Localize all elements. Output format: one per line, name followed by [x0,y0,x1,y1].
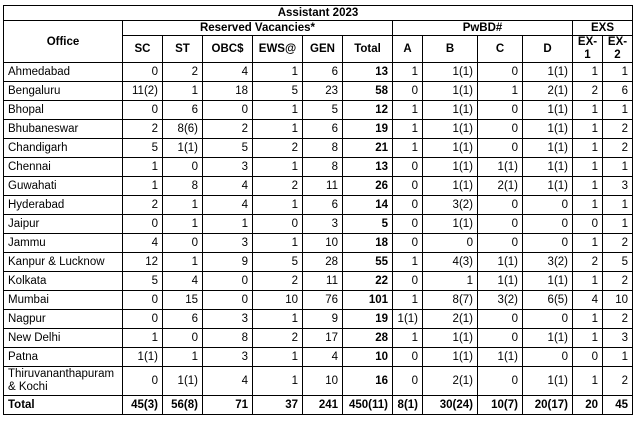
row-total-cell: 101 [343,291,393,310]
table-cell: 5 [123,139,163,158]
table-cell: 1(1) [423,158,478,177]
table-cell: 3 [203,348,253,367]
table-cell: 10 [603,291,633,310]
table-cell: 1 [253,101,303,120]
table-cell: 0 [123,367,163,396]
table-cell: 76 [303,291,343,310]
total-cell: 45 [603,396,633,415]
column-header: SC [123,36,163,63]
table-cell: 2 [573,253,603,272]
table-cell: 2 [253,139,303,158]
total-cell: 30(24) [423,396,478,415]
column-header: EX-2 [603,36,633,63]
office-name: Kanpur & Lucknow [4,253,123,272]
table-cell: 2 [253,329,303,348]
table-cell: 0 [123,63,163,82]
table-cell: 1 [253,158,303,177]
table-cell: 5 [253,253,303,272]
table-cell: 5 [203,139,253,158]
table-cell: 1 [253,120,303,139]
table-cell: 6 [303,196,343,215]
total-cell: 8(1) [393,396,423,415]
table-cell: 1(1) [523,177,573,196]
table-cell: 1 [163,196,203,215]
office-name: Thiruvananthapuram & Kochi [4,367,123,396]
table-row [4,367,633,396]
table-cell: 1 [393,120,423,139]
table-cell: 17 [303,329,343,348]
table-cell: 2 [203,120,253,139]
table-cell: 1 [603,196,633,215]
table-cell: 12 [123,253,163,272]
table-row [4,215,633,234]
total-cell: 37 [253,396,303,415]
table-cell: 5 [603,253,633,272]
table-cell: 1 [123,329,163,348]
table-cell: 0 [478,215,523,234]
table-cell: 0 [478,120,523,139]
table-cell: 11 [303,177,343,196]
table-cell: 1 [573,367,603,396]
table-cell: 1 [573,158,603,177]
table-row [4,253,633,272]
vacancy-table [3,5,633,415]
office-name: Chandigarh [4,139,123,158]
table-cell: 2 [573,82,603,101]
table-cell: 0 [478,63,523,82]
table-cell: 0 [423,234,478,253]
table-cell: 1(1) [478,253,523,272]
total-cell: 20(17) [523,396,573,415]
table-cell: 3 [203,234,253,253]
column-header: OBC$ [203,36,253,63]
table-cell: 1 [573,177,603,196]
office-name: Patna [4,348,123,367]
table-cell: 0 [203,291,253,310]
table-cell: 4 [163,272,203,291]
table-cell: 0 [478,234,523,253]
office-name: Ahmedabad [4,63,123,82]
table-cell: 1(1) [478,348,523,367]
table-cell: 6 [303,63,343,82]
table-cell: 0 [523,310,573,329]
office-name: Bhubaneswar [4,120,123,139]
office-name: Bengaluru [4,82,123,101]
row-total-cell: 22 [343,272,393,291]
table-cell: 4 [573,291,603,310]
table-cell: 1(1) [423,139,478,158]
table-cell: 0 [203,101,253,120]
table-cell: 1(1) [523,63,573,82]
table-cell: 1 [603,101,633,120]
table-cell: 1 [603,215,633,234]
column-header: D [523,36,573,63]
table-cell: 2 [123,120,163,139]
table-cell: 0 [203,272,253,291]
total-label: Total [4,396,123,415]
table-cell: 2 [603,234,633,253]
table-cell: 1 [253,63,303,82]
table-cell: 2(1) [423,367,478,396]
column-header: EX-1 [573,36,603,63]
table-cell: 0 [123,215,163,234]
table-cell: 1 [573,310,603,329]
office-name: New Delhi [4,329,123,348]
table-cell: 1(1) [523,367,573,396]
row-total-cell: 5 [343,215,393,234]
column-header: GEN [303,36,343,63]
table-cell: 1(1) [523,158,573,177]
table-cell: 1(1) [523,120,573,139]
table-cell: 1(1) [423,82,478,101]
table-cell: 1(1) [423,101,478,120]
column-header: EWS@ [253,36,303,63]
table-row [4,158,633,177]
total-cell: 241 [303,396,343,415]
table-cell: 1 [253,310,303,329]
table-cell: 1 [573,101,603,120]
table-cell: 8 [203,329,253,348]
table-row [4,234,633,253]
table-cell: 1(1) [163,367,203,396]
table-cell: 2 [163,63,203,82]
office-header: Office [4,21,123,63]
table-cell: 1(1) [423,63,478,82]
table-cell: 4 [203,367,253,396]
table-cell: 0 [393,348,423,367]
table-cell: 1 [393,329,423,348]
table-cell: 5 [303,101,343,120]
table-body [4,63,633,415]
table-cell: 8 [303,139,343,158]
table-cell: 0 [523,215,573,234]
table-cell: 0 [478,329,523,348]
table-cell: 0 [393,82,423,101]
table-cell: 0 [478,101,523,120]
table-cell: 0 [393,215,423,234]
row-total-cell: 12 [343,101,393,120]
table-cell: 1 [253,348,303,367]
table-cell: 1 [393,63,423,82]
table-row [4,329,633,348]
table-cell: 1 [253,234,303,253]
table-cell: 0 [163,329,203,348]
table-cell: 1 [573,272,603,291]
table-cell: 8(7) [423,291,478,310]
table-cell: 4 [203,63,253,82]
office-name: Jammu [4,234,123,253]
table-cell: 11 [303,272,343,291]
table-cell: 1(1) [523,101,573,120]
table-cell: 2 [603,310,633,329]
table-cell: 0 [393,158,423,177]
table-cell: 1(1) [523,139,573,158]
office-name: Mumbai [4,291,123,310]
table-cell: 8 [303,158,343,177]
table-cell: 1 [163,253,203,272]
table-cell: 6(5) [523,291,573,310]
table-cell: 10 [253,291,303,310]
table-cell: 2(1) [523,82,573,101]
table-cell: 0 [123,310,163,329]
total-cell: 20 [573,396,603,415]
table-cell: 1 [573,139,603,158]
table-cell: 6 [163,101,203,120]
table-cell: 2 [603,139,633,158]
row-total-cell: 55 [343,253,393,272]
table-cell: 1(1) [423,329,478,348]
table-row [4,120,633,139]
table-cell: 4 [203,196,253,215]
table-row [4,196,633,215]
table-cell: 0 [478,310,523,329]
table-row [4,272,633,291]
table-cell: 1 [123,177,163,196]
table-cell: 9 [203,253,253,272]
table-cell: 3(2) [523,253,573,272]
total-cell: 450(11) [343,396,393,415]
table-cell: 0 [573,348,603,367]
table-cell: 6 [603,82,633,101]
table-cell: 1(1) [423,215,478,234]
table-cell: 1 [573,234,603,253]
table-cell: 1(1) [423,177,478,196]
row-total-cell: 13 [343,63,393,82]
table-cell: 1 [393,139,423,158]
table-cell: 6 [303,120,343,139]
table-row [4,348,633,367]
table-cell: 2 [253,177,303,196]
table-cell: 0 [393,272,423,291]
table-cell: 0 [478,139,523,158]
table-cell: 1(1) [523,272,573,291]
total-row [4,396,633,415]
table-cell: 2 [603,367,633,396]
table-cell: 8 [163,177,203,196]
table-cell: 1(1) [478,272,523,291]
table-cell: 1(1) [123,348,163,367]
table-cell: 1(1) [423,120,478,139]
column-header: C [478,36,523,63]
row-total-cell: 58 [343,82,393,101]
table-cell: 3(2) [478,291,523,310]
table-cell: 0 [478,196,523,215]
column-header: ST [163,36,203,63]
table-cell: 1(1) [478,158,523,177]
exs-header: EXS [573,21,633,36]
table-cell: 1 [478,82,523,101]
table-cell: 2 [603,120,633,139]
table-cell: 1 [393,101,423,120]
table-cell: 1 [573,196,603,215]
office-name: Nagpur [4,310,123,329]
table-cell: 28 [303,253,343,272]
table-cell: 1 [603,63,633,82]
table-cell: 1(1) [423,348,478,367]
table-row [4,291,633,310]
table-cell: 1 [393,253,423,272]
total-cell: 10(7) [478,396,523,415]
table-cell: 1(1) [393,310,423,329]
table-cell: 11(2) [123,82,163,101]
table-cell: 1 [123,158,163,177]
table-cell: 1 [573,63,603,82]
table-cell: 0 [163,234,203,253]
table-cell: 0 [123,291,163,310]
table-cell: 0 [573,215,603,234]
table-cell: 2 [123,196,163,215]
table-row [4,101,633,120]
table-cell: 0 [253,215,303,234]
table-cell: 0 [393,367,423,396]
table-cell: 1 [603,348,633,367]
table-cell: 1 [203,215,253,234]
pwbd-header: PwBD# [393,21,573,36]
table-cell: 2 [253,272,303,291]
row-total-cell: 18 [343,234,393,253]
row-total-cell: 10 [343,348,393,367]
table-cell: 3 [203,310,253,329]
table-cell: 1 [393,291,423,310]
table-cell: 8(6) [163,120,203,139]
table-cell: 1 [163,215,203,234]
table-cell: 0 [393,234,423,253]
table-cell: 2(1) [478,177,523,196]
table-cell: 4(3) [423,253,478,272]
table-row [4,63,633,82]
row-total-cell: 16 [343,367,393,396]
row-total-cell: 13 [343,158,393,177]
table-cell: 18 [203,82,253,101]
office-name: Chennai [4,158,123,177]
table-cell: 3(2) [423,196,478,215]
row-total-cell: 19 [343,310,393,329]
office-name: Jaipur [4,215,123,234]
office-name: Bhopal [4,101,123,120]
total-cell: 71 [203,396,253,415]
table-cell: 3 [303,215,343,234]
row-total-cell: 21 [343,139,393,158]
office-name: Guwahati [4,177,123,196]
row-total-cell: 26 [343,177,393,196]
table-cell: 6 [163,310,203,329]
table-cell: 5 [123,272,163,291]
table-cell: 3 [603,177,633,196]
table-cell: 0 [393,196,423,215]
table-cell: 0 [163,158,203,177]
table-row [4,310,633,329]
row-total-cell: 28 [343,329,393,348]
table-cell: 0 [523,348,573,367]
table-cell: 0 [478,367,523,396]
table-cell: 1(1) [523,329,573,348]
table-cell: 23 [303,82,343,101]
column-header: A [393,36,423,63]
table-cell: 3 [603,329,633,348]
table-cell: 1(1) [163,139,203,158]
office-name: Kolkata [4,272,123,291]
office-name: Hyderabad [4,196,123,215]
table-cell: 1 [163,82,203,101]
table-cell: 2(1) [423,310,478,329]
table-cell: 10 [303,367,343,396]
table-title: Assistant 2023 [4,6,633,21]
table-cell: 10 [303,234,343,253]
table-cell: 4 [303,348,343,367]
table-cell: 0 [523,196,573,215]
table-cell: 1 [573,120,603,139]
table-cell: 3 [203,158,253,177]
table-cell: 1 [573,329,603,348]
table-cell: 2 [603,272,633,291]
table-cell: 1 [253,196,303,215]
table-cell: 4 [203,177,253,196]
table-row [4,82,633,101]
table-row [4,139,633,158]
row-total-cell: 14 [343,196,393,215]
table-cell: 0 [123,101,163,120]
column-header: Total [343,36,393,63]
total-cell: 56(8) [163,396,203,415]
row-total-cell: 19 [343,120,393,139]
table-row [4,177,633,196]
column-header: B [423,36,478,63]
table-cell: 1 [603,158,633,177]
table-cell: 9 [303,310,343,329]
table-cell: 1 [163,348,203,367]
table-cell: 15 [163,291,203,310]
table-cell: 5 [253,82,303,101]
total-cell: 45(3) [123,396,163,415]
table-cell: 1 [253,367,303,396]
table-cell: 0 [393,177,423,196]
reserved-vacancies-header: Reserved Vacancies* [123,21,393,36]
table-cell: 4 [123,234,163,253]
table-cell: 0 [523,234,573,253]
table-cell: 1 [423,272,478,291]
